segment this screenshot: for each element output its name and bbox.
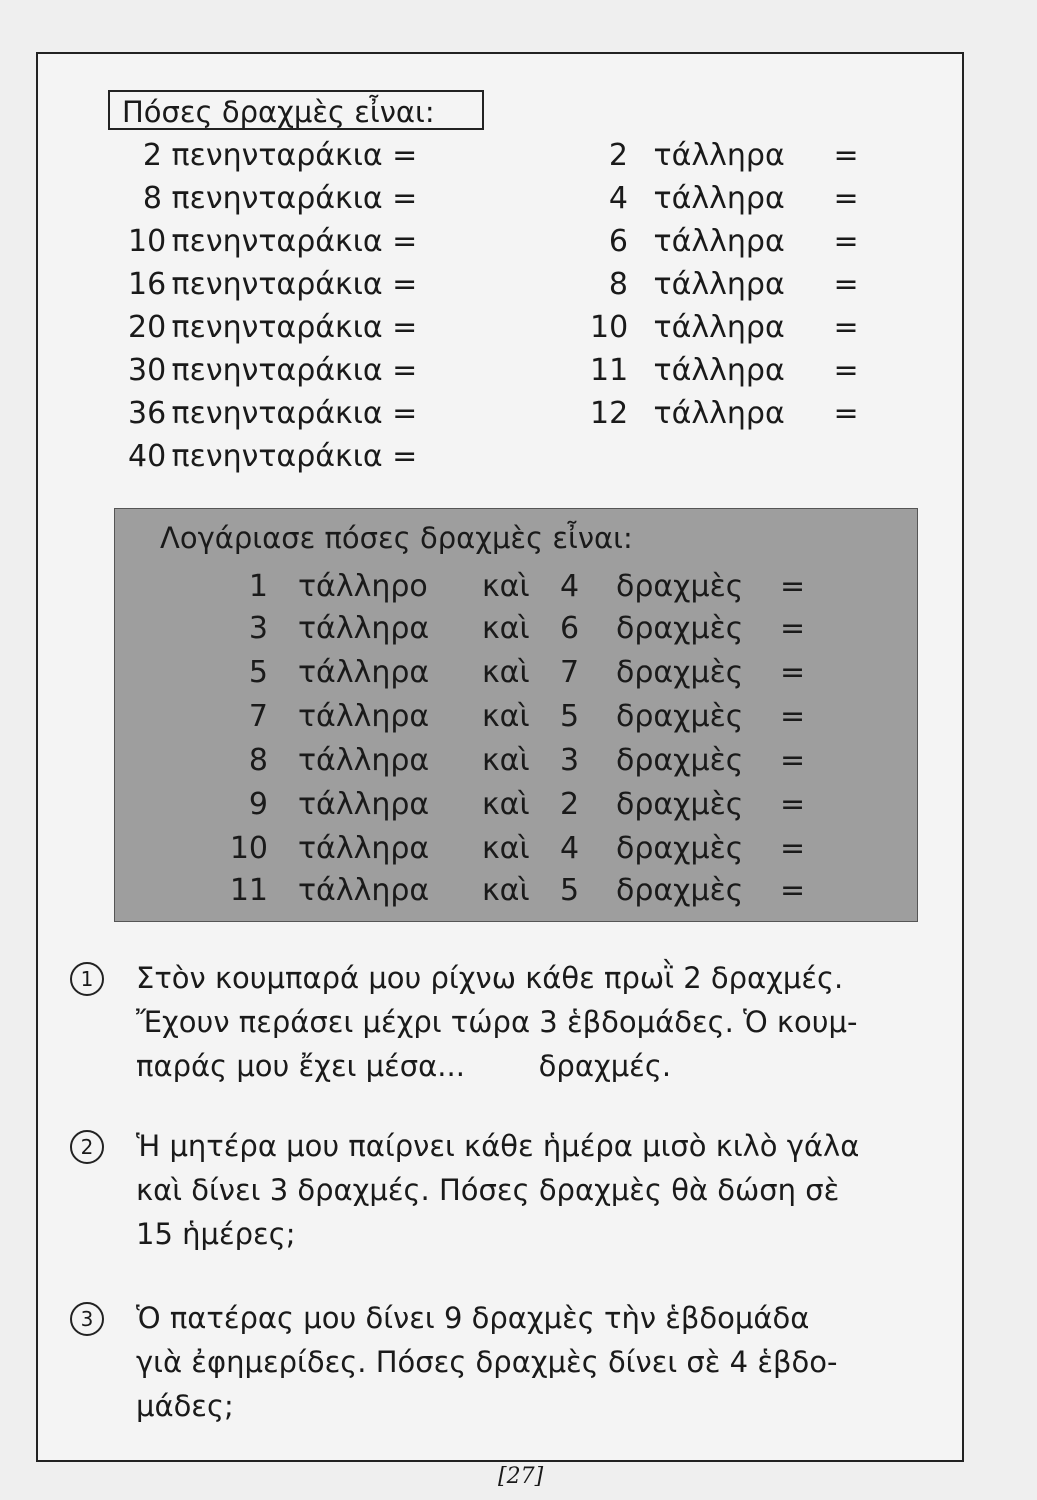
conversion-row: 2 πενηνταράκια = [142,138,418,173]
conversion-row: 20 πενηνταράκια = [128,310,418,345]
conversion-row: 16 πενηνταράκια = [128,267,418,302]
conversion-row: 40 πενηνταράκια = [128,439,418,474]
problem-line: Ἡ μητέρα μου παίρνει κάθε ἡμέρα μισὸ κιλὸ γάλα [136,1129,860,1163]
problem-line: μάδες; [136,1389,234,1423]
conversion-row: 4 τάλληρα = [608,181,859,216]
problem-line: παράς μου ἔχει μέσα... δραχμές. [136,1049,672,1083]
problem-number-badge: 3 [70,1302,104,1336]
problem-line: Στὸν κουμπαρά μου ρίχνω κάθε πρωῒ 2 δραχμές. [136,961,844,995]
problem-number-badge: 2 [70,1130,104,1164]
section1-title: Πόσες δραχμὲς εἶναι: [108,90,484,130]
problem-line: 15 ἡμέρες; [136,1217,296,1251]
conversion-row: 10 πενηνταράκια = [128,224,418,259]
conversion-row: 8 τάλληρα = [608,267,859,302]
problem-line: Ὁ πατέρας μου δίνει 9 δραχμὲς τὴν ἑβδομάδα [136,1301,810,1335]
conversion-row: 6 τάλληρα = [608,224,859,259]
problem-line: καὶ δίνει 3 δραχμές. Πόσες δραχμὲς θὰ δώση σὲ [136,1173,840,1207]
conversion-row: 30 πενηνταράκια = [128,353,418,388]
word-problem-1 [70,956,960,1088]
problem-line: Ἔχουν περάσει μέχρι τώρα 3 ἑβδομάδες. Ὁ κουμ- [136,1005,858,1039]
problem-number-badge: 1 [70,962,104,996]
page-number: [27] [498,1464,544,1489]
word-problem-3 [70,1296,960,1428]
conversion-row: 2 τάλληρα = [608,138,859,173]
problem-line: γιὰ ἐφημερίδες. Πόσες δραχμὲς δίνει σὲ 4 ἑβδο- [136,1345,838,1379]
conversion-row: 10 τάλληρα = [590,310,859,345]
conversion-row: 12 τάλληρα = [590,396,859,431]
section2-title: Λογάριασε πόσες δραχμὲς εἶναι: [160,521,633,555]
conversion-row: 11 τάλληρα = [590,353,859,388]
conversion-row: 36 πενηνταράκια = [128,396,418,431]
word-problem-2 [70,1124,960,1256]
conversion-row: 8 πενηνταράκια = [142,181,418,216]
